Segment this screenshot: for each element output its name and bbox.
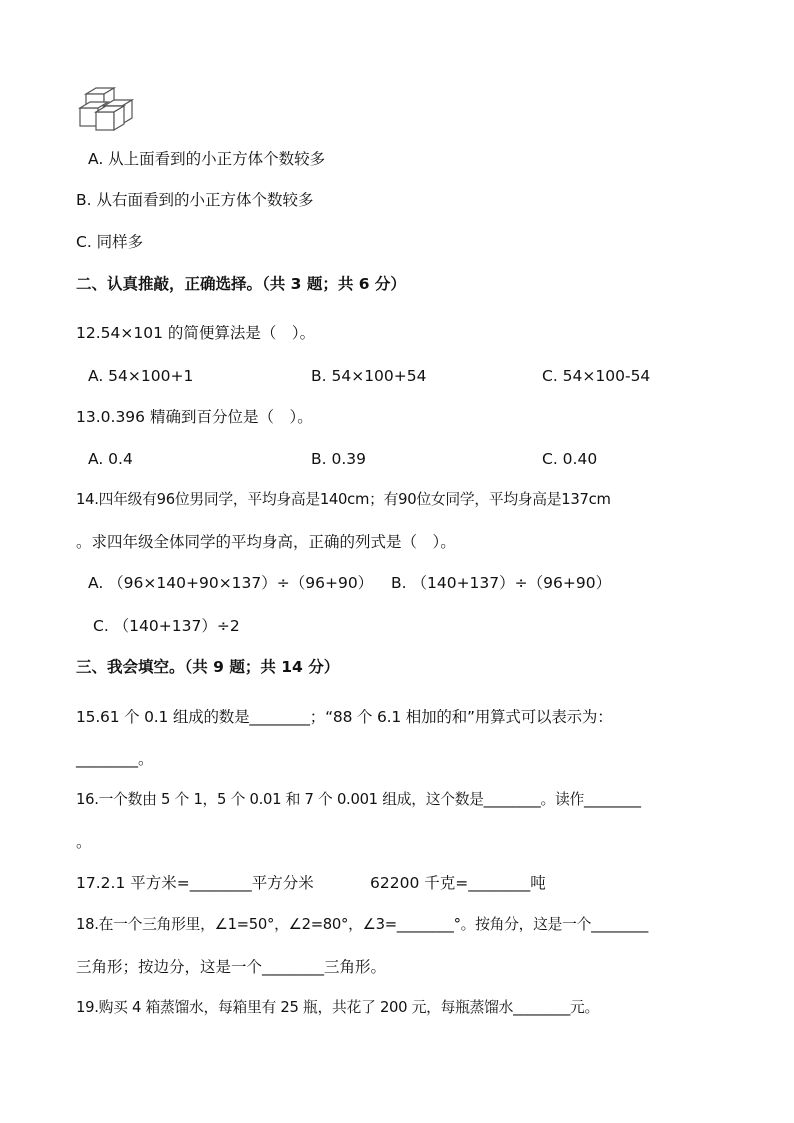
q15-line-2: ________。 <box>76 750 154 768</box>
q14-option-a: A. （96×140+90×137）÷（96+90） <box>88 574 374 592</box>
q13-option-b: B. 0.39 <box>311 450 366 468</box>
q14-option-b: B. （140+137）÷（96+90） <box>391 574 612 592</box>
q14-stem-line-2: 。求四年级全体同学的平均身高，正确的列式是（ ）。 <box>76 533 456 551</box>
q13-option-a: A. 0.4 <box>88 450 133 468</box>
cube-stack-figure <box>76 86 136 134</box>
q13-option-c: C. 0.40 <box>542 450 598 468</box>
q19-line-1: 19.购买 4 箱蒸馏水，每箱里有 25 瓶，共花了 200 元，每瓶蒸馏水________元。 <box>76 999 599 1016</box>
q14-option-c: C. （140+137）÷2 <box>93 617 240 635</box>
q17-part-1: 17.2.1 平方米=________平方分米 <box>76 874 314 892</box>
q14-stem-line-1: 14.四年级有96位男同学，平均身高是140cm；有90位女同学，平均身高是137cm <box>76 491 611 508</box>
q13-stem: 13.0.396 精确到百分位是（ ）。 <box>76 408 313 426</box>
q12-option-c: C. 54×100-54 <box>542 367 651 385</box>
q11-option-a: A. 从上面看到的小正方体个数较多 <box>88 150 326 168</box>
q12-stem: 12.54×101 的简便算法是（ ）。 <box>76 324 316 342</box>
q16-line-2: 。 <box>76 833 92 851</box>
q18-line-2: 三角形；按边分，这是一个________三角形。 <box>76 958 387 976</box>
q15-line-1: 15.61 个 0.1 组成的数是________；“88 个 6.1 相加的和”用算式可以表示为： <box>76 708 613 726</box>
q12-option-a: A. 54×100+1 <box>88 367 194 385</box>
q11-option-b: B. 从右面看到的小正方体个数较多 <box>76 191 314 209</box>
q11-option-c: C. 同样多 <box>76 233 144 251</box>
q18-line-1: 18.在一个三角形里，∠1=50°，∠2=80°，∠3=________°。按角分，这是一个________ <box>76 916 648 933</box>
q12-option-b: B. 54×100+54 <box>311 367 427 385</box>
q16-line-1: 16.一个数由 5 个 1，5 个 0.01 和 7 个 0.001 组成，这个数是________。读作________ <box>76 791 641 808</box>
section-2-heading: 二、认真推敲，正确选择。（共 3 题；共 6 分） <box>76 275 406 293</box>
q17-part-2: 62200 千克=________吨 <box>370 874 546 892</box>
section-3-heading: 三、我会填空。（共 9 题；共 14 分） <box>76 658 340 676</box>
